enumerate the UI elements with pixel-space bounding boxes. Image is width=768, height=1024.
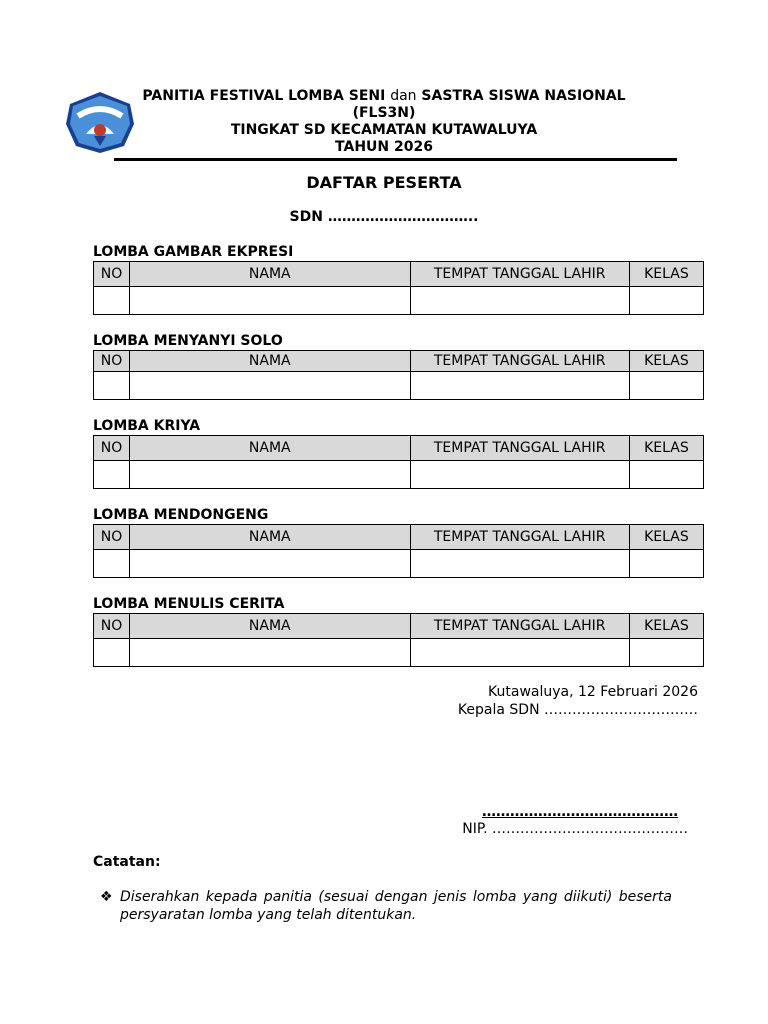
section-gambar-ekspresi	[93, 244, 705, 315]
letterhead-line-3: TINGKAT SD KECAMATAN KUTAWALUYA	[230, 122, 538, 138]
table-header-row	[94, 351, 704, 372]
letterhead-line-4: TAHUN 2026	[335, 139, 433, 155]
notes-title: Catatan:	[93, 854, 161, 870]
header-no: NO	[94, 351, 130, 372]
diamond-bullet-icon: ❖	[100, 889, 113, 905]
cell-nama[interactable]	[130, 639, 410, 667]
section-title: LOMBA MENULIS CERITA	[93, 596, 285, 612]
table-row	[94, 287, 704, 315]
note-text: Diserahkan kepada panitia (sesuai dengan jenis lomba yang diikuti) beserta persyaratan lomba yang telah ditentukan.	[120, 889, 672, 923]
table-row	[94, 550, 704, 578]
cell-no[interactable]	[94, 639, 130, 667]
document-title: DAFTAR PESERTA	[306, 173, 462, 192]
letterhead-line-2: (FLS3N)	[352, 105, 416, 121]
section-kriya	[93, 418, 705, 489]
header-kelas: KELAS	[629, 525, 703, 550]
signature-place-date: Kutawaluya, 12 Februari 2026	[488, 684, 698, 700]
cell-no[interactable]	[94, 550, 130, 578]
table-header-row	[94, 262, 704, 287]
letterhead-line-1b: SASTRA SISWA NASIONAL	[421, 88, 626, 104]
header-ttl: TEMPAT TANGGAL LAHIR	[410, 436, 629, 461]
header-nama: NAMA	[130, 351, 410, 372]
cell-nama[interactable]	[130, 461, 410, 489]
header-ttl: TEMPAT TANGGAL LAHIR	[410, 351, 629, 372]
cell-no[interactable]	[94, 461, 130, 489]
header-kelas: KELAS	[629, 262, 703, 287]
cell-kelas[interactable]	[629, 639, 703, 667]
section-menyanyi-solo	[93, 333, 705, 400]
cell-kelas[interactable]	[629, 372, 703, 400]
signature-nip: NIP. ……………………………………	[462, 821, 688, 837]
section-title: LOMBA GAMBAR EKPRESI	[93, 244, 294, 260]
header-no: NO	[94, 525, 130, 550]
table-row	[94, 461, 704, 489]
header-no: NO	[94, 614, 130, 639]
header-ttl: TEMPAT TANGGAL LAHIR	[410, 525, 629, 550]
letterhead	[100, 88, 668, 156]
header-nama: NAMA	[130, 436, 410, 461]
participant-table	[93, 261, 704, 315]
section-title: LOMBA KRIYA	[93, 418, 201, 434]
letterhead-line-1	[100, 88, 668, 105]
header-divider	[114, 158, 677, 161]
participant-table	[93, 435, 704, 489]
signature-role: Kepala SDN ……………………………	[457, 702, 698, 718]
table-row	[94, 639, 704, 667]
section-title: LOMBA MENDONGENG	[93, 507, 269, 523]
table-header-row	[94, 436, 704, 461]
cell-ttl[interactable]	[410, 639, 629, 667]
participant-table	[93, 524, 704, 578]
table-header-row	[94, 525, 704, 550]
note-item	[100, 888, 672, 924]
cell-kelas[interactable]	[629, 287, 703, 315]
header-nama: NAMA	[130, 614, 410, 639]
table-row	[94, 372, 704, 400]
signature-name: ……………………………………	[482, 804, 678, 820]
cell-nama[interactable]	[130, 372, 410, 400]
header-kelas: KELAS	[629, 351, 703, 372]
cell-kelas[interactable]	[629, 461, 703, 489]
cell-kelas[interactable]	[629, 550, 703, 578]
cell-no[interactable]	[94, 287, 130, 315]
table-header-row	[94, 614, 704, 639]
cell-nama[interactable]	[130, 550, 410, 578]
header-kelas: KELAS	[629, 436, 703, 461]
letterhead-dan: dan	[390, 88, 417, 104]
cell-nama[interactable]	[130, 287, 410, 315]
cell-no[interactable]	[94, 372, 130, 400]
participant-table	[93, 350, 704, 400]
header-nama: NAMA	[130, 262, 410, 287]
header-no: NO	[94, 436, 130, 461]
cell-ttl[interactable]	[410, 461, 629, 489]
header-no: NO	[94, 262, 130, 287]
section-mendongeng	[93, 507, 705, 578]
section-menulis-cerita	[93, 596, 705, 667]
header-nama: NAMA	[130, 525, 410, 550]
header-ttl: TEMPAT TANGGAL LAHIR	[410, 614, 629, 639]
participant-table	[93, 613, 704, 667]
cell-ttl[interactable]	[410, 372, 629, 400]
sdn-line: SDN …………………………..	[289, 209, 479, 225]
header-ttl: TEMPAT TANGGAL LAHIR	[410, 262, 629, 287]
letterhead-line-1a: PANITIA FESTIVAL LOMBA SENI	[142, 88, 386, 104]
section-title: LOMBA MENYANYI SOLO	[93, 333, 283, 349]
header-kelas: KELAS	[629, 614, 703, 639]
cell-ttl[interactable]	[410, 550, 629, 578]
cell-ttl[interactable]	[410, 287, 629, 315]
